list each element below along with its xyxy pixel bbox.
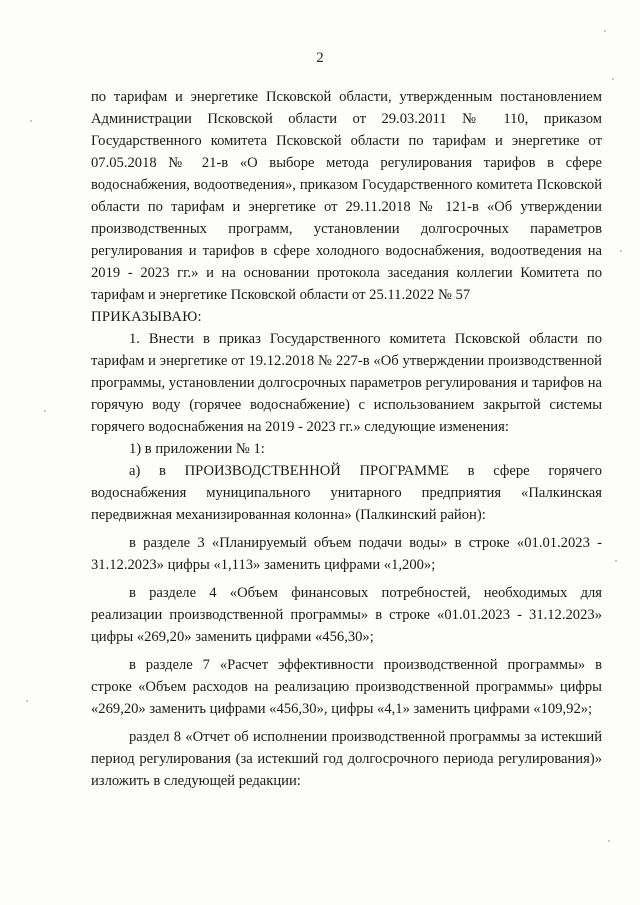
scan-speck	[612, 78, 614, 80]
subitem-a-paragraph: а) в ПРОИЗВОДСТВЕННОЙ ПРОГРАММЕ в сфере горячего водоснабжения муниципального унитарного предприятия «Палкинская передвижная механизированная колонна» (Палкинский район):	[91, 463, 602, 523]
order-heading: ПРИКАЗЫВАЮ:	[91, 309, 202, 325]
scan-speck	[604, 30, 606, 32]
scan-speck	[26, 700, 28, 702]
section-7-paragraph: в разделе 7 «Расчет эффективности производственной программы» в строке «Объем расходов на реализацию производственной программы» цифры «269,20» заменить цифрами «456,30», цифры «4,1» заменить цифрами «109,92»;	[91, 657, 602, 717]
page-number: 2	[316, 50, 324, 66]
document-body	[91, 86, 602, 792]
item-1-paragraph: 1. Внести в приказ Государственного комитета Псковской области по тарифам и энергетике от 19.12.2018 № 227-в «Об утверждении производственной программы, установлении долгосрочных параметров регулирования и тарифов на горячую воду (горячее водоснабжение) с использованием закрытой системы горячего водоснабжения на 2019 - 2023 гг.» следующие изменения:	[91, 331, 602, 435]
section-8-paragraph: раздел 8 «Отчет об исполнении производственной программы за истекший период регулирования (за истекший год долгосрочного периода регулирования)» изложить в следующей редакции:	[91, 729, 602, 789]
scan-speck	[44, 410, 46, 412]
scan-speck	[30, 120, 32, 122]
subitem-1-paragraph: 1) в приложении № 1:	[129, 441, 265, 457]
intro-paragraph: по тарифам и энергетике Псковской области, утвержденным постановлением Администрации Псковской области от 29.03.2011 № 110, приказом Государственного комитета Псковской области по тарифам и энергетике от 07.05.2018 № 21-в «О выборе метода регулирования тарифов в сфере водоснабжения, водоотведения», приказом Государственного комитета Псковской области по тарифам и энергетике от 29.11.2018 № 121-в «Об утверждении производственных программ, установлении долгосрочных параметров регулирования и тарифов в сфере холодного водоснабжения, водоотведения на 2019 - 2023 гг.» и на основании протокола заседания коллегии Комитета по тарифам и энергетике Псковской области от 25.11.2022 № 57	[91, 89, 602, 303]
scan-speck	[620, 250, 622, 252]
section-4-paragraph: в разделе 4 «Объем финансовых потребностей, необходимых для реализации производственной программы» в строке «01.01.2023 - 31.12.2023» цифры «269,20» заменить цифрами «456,30»;	[91, 585, 602, 645]
scan-speck	[608, 840, 610, 842]
section-3-paragraph: в разделе 3 «Планируемый объем подачи воды» в строке «01.01.2023 - 31.12.2023» цифры «1,113» заменить цифрами «1,200»;	[91, 535, 602, 573]
scan-speck	[615, 560, 617, 562]
